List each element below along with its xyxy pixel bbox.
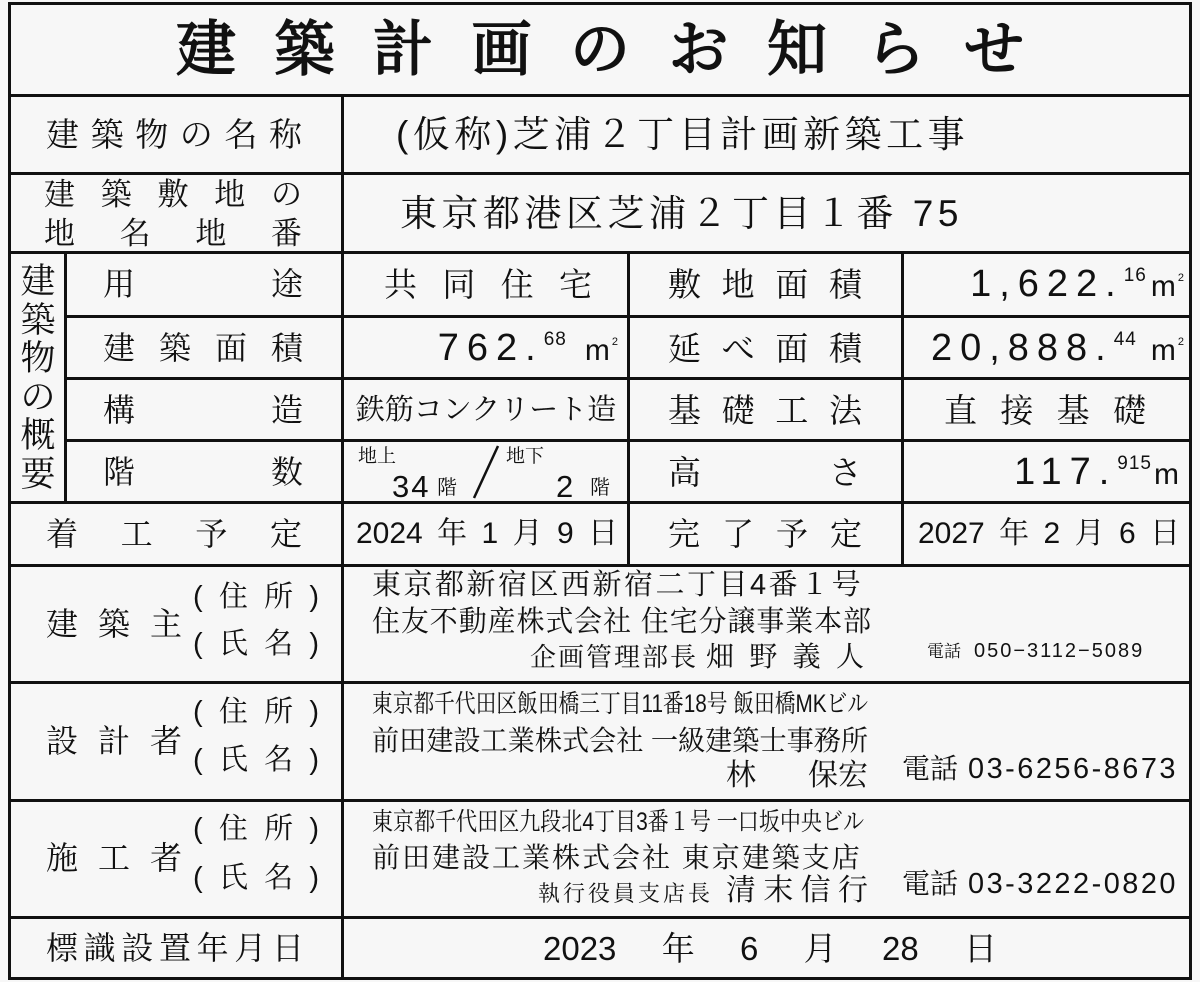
owner-company: [372, 606, 872, 638]
height-decimal: 915: [1117, 453, 1152, 474]
structure-text: 鉄筋コンクリート造: [355, 393, 617, 426]
total-floor-area-unit: m: [1150, 334, 1176, 367]
rule-line: [8, 2, 1192, 5]
owner-person-name: 畑 野 義 人: [706, 641, 864, 672]
rule-line: [8, 564, 1192, 567]
sign-posted-label: 標 識 設 置 年 月 日: [46, 930, 304, 966]
contractor-person-title-text: 執行役員支店長: [538, 881, 714, 906]
site-address-label-line1: 建 築 敷 地 の: [44, 176, 302, 212]
start-date: 2024 年 1 月 9 日: [356, 517, 618, 550]
contractor-company-text: 前田建設工業株式会社 東京建築支店: [372, 842, 862, 873]
use-value: 共 同 住 宅: [384, 265, 592, 303]
total-floor-area-measure: [931, 329, 1184, 367]
designer-phone-label: 電話: [902, 753, 959, 784]
rule-line: [627, 251, 630, 567]
site-address-text: 東京都港区芝浦２丁目１番 75: [400, 192, 963, 234]
building-area-value: [350, 318, 618, 378]
building-area-measure: [438, 329, 618, 367]
height-unit: m: [1154, 458, 1179, 491]
contractor-address-label: ( 住 所 ): [193, 812, 319, 845]
start-label: 着 工 予 定: [46, 516, 302, 552]
site-address-label-line2: 地 名 地 番: [44, 215, 302, 251]
site-area-label: 敷 地 面 積: [668, 265, 862, 303]
floors-above-label: 地上: [358, 445, 397, 467]
site-area-decimal: 16: [1123, 265, 1147, 286]
contractor-company: [372, 842, 868, 874]
site-area-unit-superscript: 2: [1177, 272, 1184, 284]
designer-phone: [968, 751, 1178, 787]
owner-address-text: 東京都新宿区西新宿二丁目4番１号: [372, 568, 864, 601]
contractor-address-text: 東京都千代田区九段北4丁目3番１号 一口坂中央ビル: [372, 807, 864, 836]
site-area-value: [905, 254, 1184, 314]
designer-phone-text: 03-6256-8673: [968, 752, 1178, 785]
contractor-phone-label: 電話: [902, 868, 959, 899]
designer-address-label: ( 住 所 ): [193, 695, 319, 728]
site-area-integer: 1,622.: [970, 263, 1124, 305]
building-name-label: 建 築 物 の 名 称: [46, 115, 302, 153]
contractor-person-name: 清 末 信 行: [726, 874, 868, 907]
floors-below-value: 2: [556, 468, 574, 504]
designer-company: [372, 725, 868, 757]
height-integer: 117.: [1014, 451, 1118, 493]
site-area-unit: m: [1150, 270, 1176, 303]
contractor-label: 施 工 者: [46, 840, 182, 876]
rule-line: [64, 251, 67, 504]
owner-phone-label: 電話: [927, 641, 961, 661]
total-floor-area-integer: 20,888.: [930, 327, 1114, 369]
owner-person-title: [530, 642, 702, 672]
total-floor-area-decimal: 44: [1113, 329, 1137, 350]
owner-person-title-text: 企画管理部長: [530, 642, 699, 672]
height-measure: [1014, 453, 1179, 491]
building-area-label: 建 築 面 積: [103, 330, 303, 366]
rule-line: [8, 916, 1192, 919]
rule-line: [8, 94, 1192, 97]
total-floor-area-label: 延 べ 面 積: [668, 329, 862, 367]
notice-title: 建 築 計 画 の お 知 ら せ: [176, 16, 1024, 83]
owner-label: 建 築 主: [46, 606, 182, 642]
designer-label: 設 計 者: [46, 723, 182, 759]
floors-below-unit: 階: [590, 477, 610, 499]
owner-phone: [974, 638, 1154, 664]
floors-below-label: 地下: [506, 445, 545, 467]
site-area-measure: [970, 265, 1184, 303]
overview-section-label: 建 築 物 の 概 要: [20, 262, 56, 494]
structure-label: 構 造: [103, 392, 303, 428]
designer-address-text: 東京都千代田区飯田橋三丁目11番18号 飯田橋MKビル: [372, 689, 868, 718]
total-floor-area-value: [905, 318, 1184, 378]
rule-line: [901, 251, 904, 567]
owner-phone-text: 050−3112−5089: [974, 640, 1145, 662]
designer-address: [372, 689, 868, 719]
foundation-value: 直 接 基 礎: [944, 391, 1146, 429]
completion-label: 完 了 予 定: [668, 516, 862, 552]
owner-address-label: ( 住 所 ): [193, 580, 319, 613]
floors-above-unit: 階: [437, 477, 457, 499]
height-label: 高 さ: [668, 453, 862, 491]
designer-person-name: 林 保宏: [726, 759, 868, 792]
structure-value: [350, 380, 622, 440]
height-value: [905, 442, 1179, 502]
owner-name-label: ( 氏 名 ): [193, 627, 319, 660]
contractor-name-label: ( 氏 名 ): [193, 861, 319, 894]
rule-line: [8, 681, 1192, 684]
sign-posted-date: 2023 年 6 月 28 日: [543, 929, 997, 967]
floors-above-value: 34: [392, 468, 431, 504]
building-name-text: (仮称)芝浦２丁目計画新築工事: [396, 113, 970, 155]
rule-line: [8, 977, 1192, 980]
building-name-value: [396, 98, 1176, 170]
foundation-label: 基 礎 工 法: [668, 391, 862, 429]
owner-company-text: 住友不動産株式会社 住宅分譲事業本部: [372, 605, 872, 638]
completion-date: 2027 年 2 月 6 日: [918, 517, 1180, 550]
contractor-phone: [968, 866, 1178, 902]
designer-company-text: 前田建設工業株式会社 一級建築士事務所: [372, 725, 868, 756]
floors-divider-slash: [470, 444, 502, 500]
use-label: 用 途: [103, 266, 303, 302]
floors-label: 階 数: [103, 454, 303, 490]
building-area-integer: 762.: [437, 327, 544, 369]
designer-name-label: ( 氏 名 ): [193, 743, 319, 776]
site-address-value: [400, 176, 1176, 250]
rule-line: [8, 799, 1192, 802]
contractor-address: [372, 807, 864, 837]
rule-line: [341, 94, 344, 980]
contractor-phone-text: 03-3222-0820: [968, 867, 1178, 900]
building-area-decimal: 68: [543, 329, 567, 350]
rule-line: [8, 2, 11, 980]
building-area-unit: m: [584, 334, 610, 367]
building-area-unit-superscript: 2: [611, 336, 618, 348]
total-floor-area-unit-superscript: 2: [1177, 336, 1184, 348]
contractor-person-title: [538, 880, 716, 908]
owner-address: [372, 569, 872, 601]
rule-line: [1189, 2, 1192, 980]
